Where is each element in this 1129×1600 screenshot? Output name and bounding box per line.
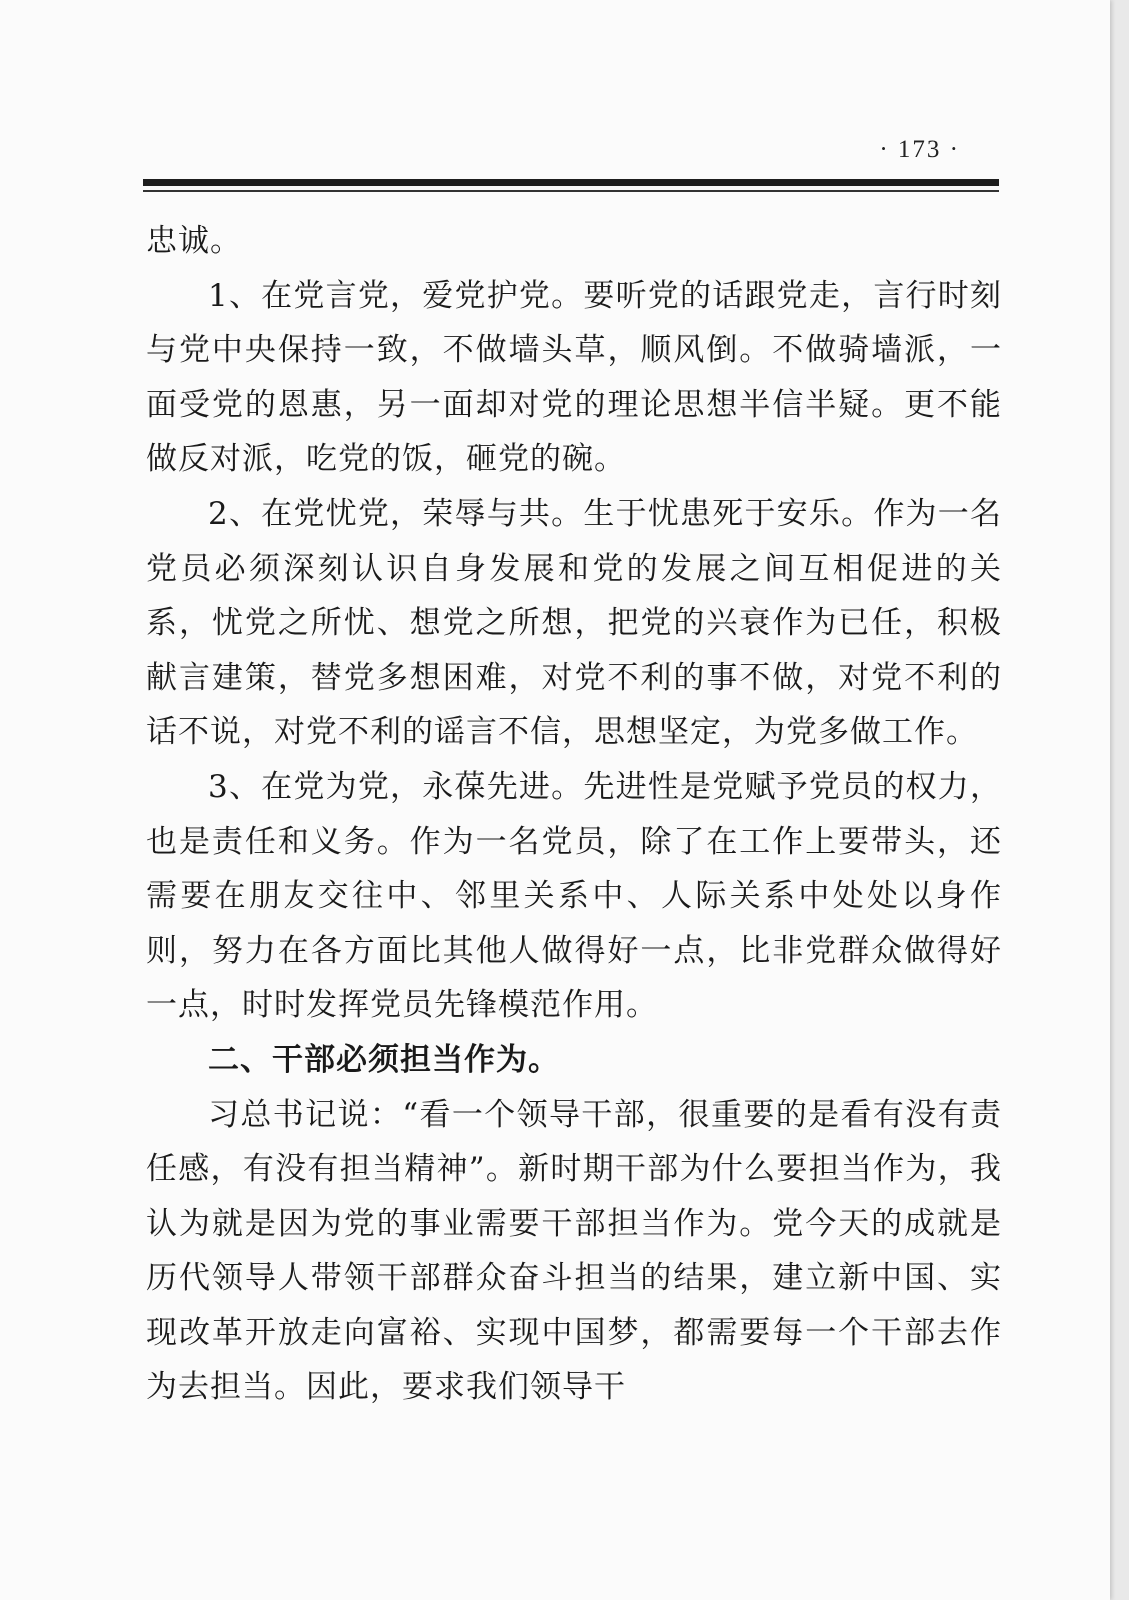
header-rule-thick: [143, 179, 999, 186]
page-body: [146, 214, 1002, 1415]
paragraph-continuation: 忠诚。: [146, 223, 242, 259]
section-heading: 二、干部必须担当作为。: [208, 1041, 560, 1078]
header-rule-thin: [143, 190, 999, 192]
paragraph-point-3: 3、在党为党，永葆先进。先进性是党赋予党员的权力，也是责任和义务。作为一名党员，除了在工作上要带头，还需要在朋友交往中、邻里关系中、人际关系中处处以身作则，努力在各方面比其他人做得好一点，比非党群众做得好一点，时时发挥党员先锋模范作用。: [146, 768, 1002, 1024]
paragraph-section-intro: 习总书记说：“看一个领导干部，很重要的是看有没有责任感，有没有担当精神”。新时期干部为什么要担当作为，我认为就是因为党的事业需要干部担当作为。党今天的成就是历代领导人带领干部群众奋斗担当的结果，建立新中国、实现改革开放走向富裕、实现中国梦，都需要每一个干部去作为去担当。因此，要求我们领导干: [146, 1096, 1002, 1406]
page-number: · 173 ·: [879, 136, 960, 163]
paragraph-point-2: 2、在党忧党，荣辱与共。生于忧患死于安乐。作为一名党员必须深刻认识自身发展和党的发展之间互相促进的关系，忧党之所忧、想党之所想，把党的兴衰作为已任，积极献言建策，替党多想困难，对党不利的事不做，对党不利的话不说，对党不利的谣言不信，思想坚定，为党多做工作。: [146, 495, 1002, 751]
paragraph-point-1: 1、在党言党，爱党护党。要听党的话跟党走，言行时刻与党中央保持一致，不做墙头草，顺风倒。不做骑墙派，一面受党的恩惠，另一面却对党的理论思想半信半疑。更不能做反对派，吃党的饭，砸党的碗。: [146, 277, 1002, 478]
